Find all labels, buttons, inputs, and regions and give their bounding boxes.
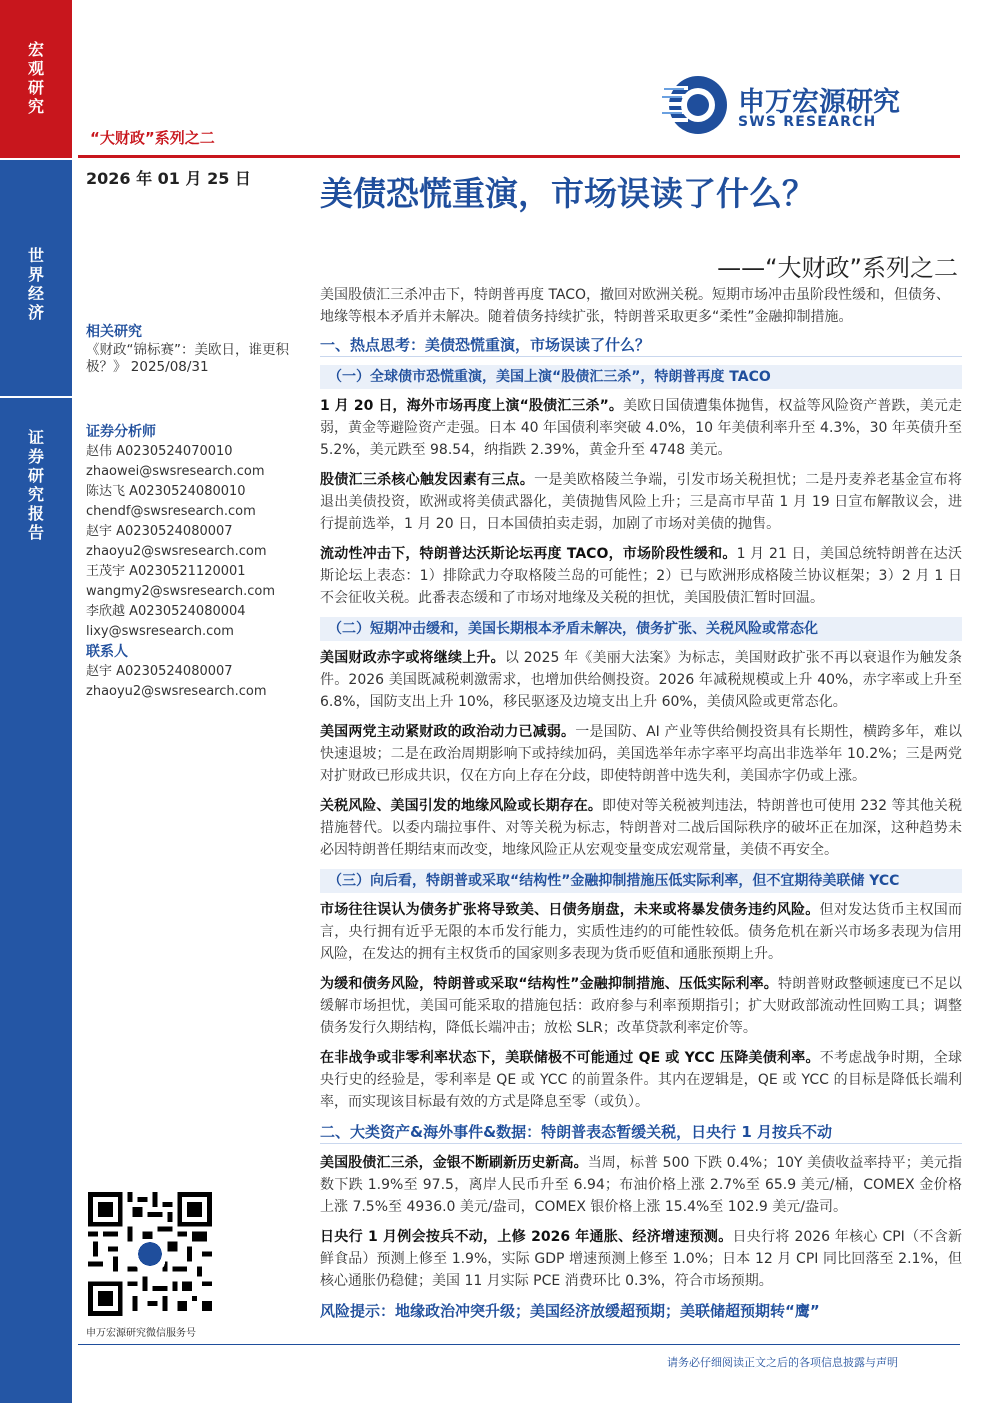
paragraph-lead: 流动性冲击下，特朗普达沃斯论坛再度 TACO，市场阶段性缓和。 [320,546,737,562]
paragraph-text: 但对发达货币主权国而言，央行拥有近乎无限的本币发行能力，实质性违约的可能性较低。债务危机在新兴市场多表现为信用风险，在发达的拥有主权货币的国家则多表现为货币贬值和通胀预期上升。 [320,902,963,962]
paragraph-lead: 美国财政赤字或将继续上升。 [320,650,505,666]
paragraph [320,973,962,1039]
paragraph-text: 不考虑战争时期，全球央行史的经验是，零利率是 QE 或 YCC 的前置条件。其内在逻辑是，QE 或 YCC 的目标是降低长端利率，而实现该目标最有效的方式是降息至零（或负）。 [320,1050,963,1110]
paragraph [320,899,962,965]
section-heading-2: 二、大类资产&海外事件&数据：特朗普表态暂缓关税，日央行 1 月按兵不动 [320,1121,962,1144]
logo-text-cn: 申万宏源研究 [738,87,900,118]
analyst-line: 王茂宇 A0230521120001 [86,564,246,579]
risk-warning: 风险提示：地缘政治冲突升级；美国经济放缓超预期；美联储超预期转“鹰” [320,1302,820,1320]
paragraph-lead: 股债汇三杀核心触发因素有三点。 [320,472,535,488]
paragraph-lead: 关税风险、美国引发的地缘风险或长期存在。 [320,798,602,814]
logo-globe-icon [662,74,732,136]
paragraph-text: 以 2025 年《美丽大法案》为标志，美国财政扩张不再以衰退作为触发条件。2026 美国既减税刺激需求，也增加供给侧投资。2026 年减税规模或上升 40%，赤字率或上升至 6.8%，国防支出上升 10%，移民驱逐及边境支出上升 60%，美债风险或更常态化。 [320,650,963,710]
analyst-email[interactable]: lixy@swsresearch.com [86,624,234,639]
side-tab-label: 证券研究报告 [27,428,44,542]
paragraph-lead: 为缓和债务风险，特朗普或采取“结构性”金融抑制措施、压低实际利率。 [320,976,778,992]
paragraph [320,721,962,787]
contact-heading: 联系人 [86,644,128,660]
subsection-heading-1: （一）全球债市恐慌重演，美国上演“股债汇三杀”，特朗普再度 TACO [320,365,962,389]
paragraph-lead: 日央行 1 月例会按兵不动，上修 2026 年通胀、经济增速预测。 [320,1229,733,1245]
report-subtitle: ——“大财政”系列之二 [717,254,958,282]
analyst-email[interactable]: wangmy2@swsresearch.com [86,584,276,599]
paragraph [320,1152,962,1218]
side-tab-macro [0,0,72,158]
paragraph-text: 一是美欧格陵兰争端，引发市场关税担忧；二是丹麦养老基金宣布将退出美债投资，欧洲或将美债武器化，美债抛售风险上升；三是高市早苗 1 月 19 日宣布解散议会，进行提前选举，1 月 20 日，日本国债拍卖走弱，加剧了市场对美债的抛售。 [320,472,963,532]
side-tab-label: 宏观研究 [27,40,44,116]
paragraph-lead: 美国股债汇三杀，金银不断刷新历史新高。 [320,1155,588,1171]
paragraph [320,795,962,861]
paragraph-lead: 美国两党主动紧财政的政治动力已减弱。 [320,724,576,740]
analyst-line: 李欣越 A0230524080004 [86,604,246,619]
report-body [320,284,962,1322]
paragraph [320,395,962,461]
report-title: 美债恐慌重演，市场误读了什么？ [320,174,815,213]
paragraph-lead: 1 月 20 日，海外市场再度上演“股债汇三杀”。 [320,398,624,414]
paragraph [320,1226,962,1292]
wechat-qr-code[interactable] [88,1192,212,1316]
side-tab-report-type [0,398,72,1403]
subsection-heading-2: （二）短期冲击缓和，美国长期根本矛盾未解决，债务扩张、关税风险或常态化 [320,617,962,641]
paragraph-lead: 在非战争或非零利率状态下，美联储极不可能通过 QE 或 YCC 压降美债利率。 [320,1050,820,1066]
analysts-heading: 证券分析师 [86,424,156,440]
subsection-heading-3: （三）向后看，特朗普或采取“结构性”金融抑制措施压低实际利率，但不宜期待美联储 YCC [320,869,962,893]
analyst-line: 赵宇 A0230524080007 [86,524,233,539]
intro-paragraph: 美国股债汇三杀冲击下，特朗普再度 TACO，撤回对欧洲关税。短期市场冲击虽阶段性缓和，但债务、地缘等根本矛盾并未解决。随着债务持续扩张，特朗普采取更多“柔性”金融抑制措施。 [320,287,951,325]
analyst-line: 赵伟 A0230524070010 [86,444,233,459]
side-tab-world-economy [0,160,72,396]
paragraph-text: 1 月 21 日，美国总统特朗普在达沃斯论坛上表态：1）排除武力夺取格陵兰岛的可能性；2）已与欧洲形成格陵兰协议框架；3）2 月 1 日不会征收关税。此番表态缓和了市场对地缘及关税的担忧，美国股债汇暂时回温。 [320,546,962,606]
paragraph-text: 一是国防、AI 产业等供给侧投资具有长期性，横跨多年，难以快速退坡；二是在政治周期影响下或持续加码，美国选举年赤字率平均高出非选举年 10.2%；三是两党对扩财政已形成共识，仅在方向上存在分歧，即使特朗普中选失利，美国赤字仍或上涨。 [320,724,963,784]
side-tab-label: 世界经济 [27,246,44,322]
paragraph-text: 日央行将 2026 年核心 CPI（不含新鲜食品）预测上修至 1.9%，实际 GDP 增速预测上修至 1.0%；日本 12 月 CPI 同比回落至 2.1%，但核心通胀仍稳健；美国 11 月实际 PCE 消费环比 0.3%，符合市场预期。 [320,1229,962,1289]
related-item[interactable]: 《财政“锦标赛”：美欧日，谁更积极？》 2025/08/31 [86,342,289,375]
sws-logo [662,74,962,134]
left-sidebar [86,322,314,702]
analyst-email[interactable]: zhaoyu2@swsresearch.com [86,544,267,559]
paragraph [320,1047,962,1113]
paragraph-text: 即使对等关税被判违法，特朗普也可使用 232 等其他关税措施替代。以委内瑞拉事件、对等关税为标志，特朗普对二战后国际秩序的破坏正在加深，这种趋势未必因特朗普任期结束而改变，地缘风险正从宏观变量变成宏观常量，美债不再安全。 [320,798,963,858]
section-heading-1: 一、热点思考：美债恐慌重演，市场误读了什么？ [320,334,962,357]
series-label: “大财政”系列之二 [90,129,215,147]
report-date: 2026 年 01 月 25 日 [86,169,251,188]
paragraph [320,543,962,609]
contact-email[interactable]: zhaoyu2@swsresearch.com [86,684,267,699]
logo-text-en: SWS RESEARCH [738,114,877,130]
analyst-email[interactable]: zhaowei@swsresearch.com [86,464,265,479]
paragraph-lead: 市场往往误认为债务扩张将导致美、日债务崩盘，未来或将暴发债务违约风险。 [320,902,820,918]
paragraph [320,647,962,713]
paragraph-text: 美欧日国债遭集体抛售，权益等风险资产普跌，美元走弱，黄金等避险资产走强。日本 40 年国债利率突破 4.0%，10 年美债利率升至 4.3%，30 年英债升至 5.2%，美元跌至 98.54，纳指跌 2.39%，黄金升至 4748 美元。 [320,398,962,458]
paragraph-text: 当周，标普 500 下跌 0.4%；10Y 美债收益率持平；美元指数下跌 1.9%至 97.5，离岸人民币升至 6.94；布油价格上涨 2.7%至 65.9 美元/桶，COMEX 金价格上涨 7.5%至 4936.0 美元/盎司，COMEX 银价格上涨 15.4%至 102.9 美元/盎司。 [320,1155,962,1215]
qr-caption: 申万宏源研究微信服务号 [86,1328,196,1339]
related-heading: 相关研究 [86,324,142,340]
contact-line: 赵宇 A0230524080007 [86,664,233,679]
footer-disclaimer: 请务必仔细阅读正文之后的各项信息披露与声明 [667,1356,898,1369]
analyst-line: 陈达飞 A0230524080010 [86,484,246,499]
paragraph-text: 特朗普财政整顿速度已不足以缓解市场担忧，美国可能采取的措施包括：政府参与利率预期指引；扩大财政部流动性回购工具；调整债务发行久期结构，降低长端冲击；放松 SLR；改革贷款利率定价等。 [320,976,963,1036]
analyst-email[interactable]: chendf@swsresearch.com [86,504,256,519]
footer-rule [78,1344,960,1345]
header-rule [78,155,960,158]
paragraph [320,469,962,535]
